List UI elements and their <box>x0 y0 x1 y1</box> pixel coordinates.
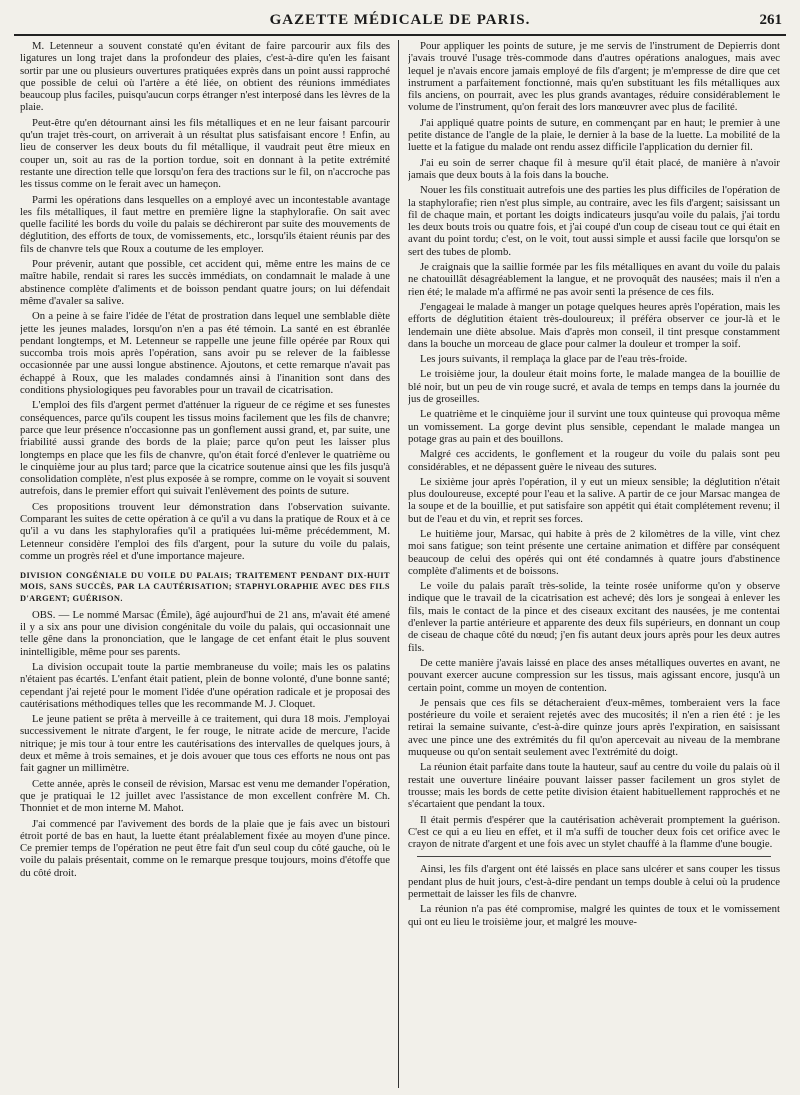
paragraph: J'ai appliqué quatre points de suture, en commençant par en haut; le premier à une petite distance de l'angle de la plaie, le dernier à la base de la luette. La mobilité de la luette et la fatigue du malade ont rendu assez difficile l'application du dernier fil. <box>408 116 780 154</box>
paragraph: Je pensais que ces fils se détacheraient d'eux-mêmes, tomberaient vers la face postérieure du voile et seraient rejetés avec des mucosités; il n'en a rien été : je les retirai la semaine suivante, c'est-à-dire quinze jours après l'expiration, en saisissant avec une pince une des extrémités du fil qu'on apercevait au niveau de la membrane muqueuse ou qu'on sentait seulement avec l'extrémité du doigt. <box>408 696 780 759</box>
paragraph: J'engageai le malade à manger un potage quelques heures après l'opération, mais les efforts de déglutition étaient très-douloureux; il préféra observer ce jour-là et le lendemain une diète absolue. Mais d'après mon conseil, il tint presque constamment dans la bouche un morceau de glace pour calmer la douleur et tromper la soif. <box>408 300 780 350</box>
paragraph: J'ai eu soin de serrer chaque fil à mesure qu'il était placé, de manière à n'avoir jamais que deux bouts à la fois dans la bouche. <box>408 156 780 181</box>
paragraph: Pour appliquer les points de suture, je me servis de l'instrument de Depierris dont j'avais trouvé l'usage très-commode dans d'autres opérations analogues, mais avec lequel je n'avais encore jamais employé de fils d'argent; je m'empresse de dire que cet instrument a parfaitement fonctionné, mais qu'en substituant les fils métalliques aux fils anciens, on pourrait, avec les plus grands avantages, réduire considérablement le volume de l'instrument, qu'on ferait des lors manœuvrer avec plus de facilité. <box>408 40 780 114</box>
paragraph: On a peine à se faire l'idée de l'état de prostration dans lequel une semblable diète jette les jeunes malades, lorsqu'on n'en a pas été témoin. La santé en est ébranlée pendant longtemps, et M. Letenneur se rappelle une jeune fille opérée par Roux qui succomba trois mois après l'opération, sans avoir pu se relever de la faiblesse occasionnée par une aussi longue abstinence. Ajoutons, et cette remarque n'avait pas échappé à Roux, que les malades condamnés ainsi à l'inanition sont dans des conditions physiologiques peu favorables pour un travail de cicatrisation. <box>20 310 390 397</box>
paragraph: Le quatrième et le cinquième jour il survint une toux quinteuse qui provoqua même un vomissement. La gorge devint plus sensible, cependant le malade mangea un potage gras au pain et des bouillons. <box>408 408 780 445</box>
journal-title: GAZETTE MÉDICALE DE PARIS. <box>269 12 531 28</box>
paragraph: La réunion n'a pas été compromise, malgré les quintes de toux et le vomissement qui ont eu lieu le troisième jour, et malgré les mouve- <box>408 903 780 928</box>
column-divider <box>398 40 399 1088</box>
paragraph: Ces propositions trouvent leur démonstration dans l'observation suivante. Comparant les suites de cette opération à ce qu'il a vu dans la pratique de Roux et à ce qu'il a vu dans les staphylorafies qu'il a pratiquées lui-même précédemment, M. Letenneur considère l'emploi des fils d'argent, pour la suture du voile du palais, comme un progrès réel et d'une importance majeure. <box>20 500 390 562</box>
paragraph: Le huitième jour, Marsac, qui habite à près de 2 kilomètres de la ville, vint chez moi sans fatigue; son teint présente une certaine animation et diffère par conséquent beaucoup de celui des opérés qui ont été condamnés à quatre jours d'abstinence complète d'aliments et de boissons. <box>408 527 780 577</box>
paragraph: J'ai commencé par l'avivement des bords de la plaie que je fais avec un bistouri étroit porté de bas en haut, la luette étant préalablement fixée au moyen d'une pince. Ce premier temps de l'opération ne peut être fait d'un seul coup du côté gauche, où le voile du palais présentait, comme on le remarque presque toujours, moins d'étoffe que du côté droit. <box>20 817 390 879</box>
paragraph: De cette manière j'avais laissé en place des anses métalliques ouvertes en avant, ne pouvant exercer aucune compression sur les tissus, mais agissant encore, jusqu'à un certain point, comme un moyen de contention. <box>408 656 780 694</box>
paragraph: M. Letenneur a souvent constaté qu'en évitant de faire parcourir aux fils des ligatures un long trajet dans la profondeur des plaies, c'est-à-dire qu'en les faisant sortir par une ou plusieurs ouvertures pratiquées exprès dans un point aussi rapproché que possible de celui où l'artère a été liée, on obtient des réunions immédiates beaucoup plus faciles, puisqu'aucun corps étranger n'est interposé dans les lèvres de la plaie. <box>20 40 390 114</box>
paragraph: Il était permis d'espérer que la cautérisation achèverait promptement la guérison. C'est ce qui a eu lieu en effet, et il m'a suffi de toucher deux fois cet orifice avec le crayon de nitrate d'argent et une fois avec un stylet chauffé à la flamme d'une bougie. <box>408 813 780 851</box>
paragraph: Je craignais que la saillie formée par les fils métalliques en avant du voile du palais ne chatouillât désagréablement la langue, et ne provoquât des nausées; mais il n'en a rien été; le malade m'a affirmé ne pas avoir senti la présence de ces fils. <box>408 261 780 298</box>
paragraph: Le jeune patient se prêta à merveille à ce traitement, qui dura 18 mois. J'employai successivement le nitrate d'argent, le fer rouge, le nitrate acide de mercure, l'acide nitrique; je mis tour à tour entre les cautérisations des intervalles de quelques jours, à deux et même à trois semaines, et je dois avouer que tous ces efforts ne nous ont pas fait gagner un millimètre. <box>20 713 390 775</box>
case-heading: DIVISION CONGÉNIALE DU VOILE DU PALAIS; TRAITEMENT PENDANT DIX-HUIT MOIS, SANS SUCCÈS, PAR LA CAUTÉRISATION; STAPHYLORAPHIE AVEC DES FILS D'ARGENT; GUÉRISON. <box>20 571 390 603</box>
left-column <box>20 40 390 1088</box>
paragraph: La division occupait toute la partie membraneuse du voile; mais les os palatins n'étaient pas écartés. L'enfant était patient, plein de bonne volonté, d'une bonne santé; cependant j'ai rejeté pour le moment l'idée d'une opération radicale et je proposai des cautérisations méthodiques telles que les recommande M. J. Cloquet. <box>20 660 390 710</box>
right-column <box>408 40 780 1088</box>
paragraph: Peut-être qu'en détournant ainsi les fils métalliques et en ne leur faisant parcourir qu'un trajet très-court, on arriverait à un résultat plus satisfaisant encore ! Enfin, au lieu de conserver les deux bouts du fil métallique, il vaudrait peut être mieux en couper un, soit au ras de la portion tordue, soit en donnant à la petite extrémité restante une direction telle que lorsqu'on fera des tractions sur le fil, on n'accroche pas les tissus comme on le ferait avec un hameçon. <box>20 116 390 191</box>
paragraph: Malgré ces accidents, le gonflement et la rougeur du voile du palais sont peu considérables, et ne dépassent guère le niveau des sutures. <box>408 448 780 473</box>
paragraph: Parmi les opérations dans lesquelles on a employé avec un incontestable avantage les fils métalliques, il faut mettre en première ligne la staphylorafie. On sait avec quelle facilité les bords du voile du palais se déchireront par suite des mouvements de déglutition, des efforts de toux, de vomissements, etc., lorsqu'ils étaient réunis par des fils de chanvre tels que Roux a coutume de les employer. <box>20 193 390 255</box>
paragraph: La réunion était parfaite dans toute la hauteur, sauf au centre du voile du palais où il restait une ouverture linéaire pouvant laisser passer facilement un gros stylet de trousse; mais les bords de cette petite division étaient habituellement rapprochés et ne s'écartaient que pendant la toux. <box>408 761 780 811</box>
section-rule <box>417 856 770 857</box>
paragraph: Les jours suivants, il remplaça la glace par de l'eau très-froide. <box>420 353 688 366</box>
paragraph: Le troisième jour, la douleur était moins forte, le malade mangea de la bouillie de blé noir, but un peu de vin rouge sucré, et avala de temps en temps dans la journée du jus de groseilles. <box>408 368 780 406</box>
paragraph: Nouer les fils constituait autrefois une des parties les plus difficiles de l'opération de la staphylorafie; rien n'est plus simple, au contraire, avec les fils d'argent; saisissant un fil de chaque main, et portant les doigts indicateurs jusqu'au voile du palais, j'ai tordu les deux bouts trois ou quatre fois, et j'ai coupé d'un coup de ciseau tout ce qui était en avant du point tordu; c'est, on le voit, tout aussi simple et aussi facile que lorsqu'on se sert des tubes de plomb. <box>408 184 780 258</box>
paragraph: OBS. — Le nommé Marsac (Émile), âgé aujourd'hui de 21 ans, m'avait été amené il y a six ans pour une division congénitale du voile du palais, qui occasionnait une telle gêne dans la prononciation, que le langage de cet enfant était le plus souvent inintelligible, même pour ses parents. <box>20 608 390 658</box>
paragraph: Le sixième jour après l'opération, il y eut un mieux sensible; la déglutition n'était plus douloureuse, excepté pour l'eau et la salive. A partir de ce jour Marsac mangea de la soupe et de la bouillie, et put satisfaire son appétit qui était complétement revenu; il but de l'eau et du vin, et reprit ses forces. <box>408 475 780 525</box>
paragraph: L'emploi des fils d'argent permet d'atténuer la rigueur de ce régime et ses funestes conséquences, parce qu'ils coupent les tissus moins facilement que les fils de chanvre; parce que leur présence n'occasionne pas un gonflement aussi grand, et, par suite, une friabilité aussi grande des bords de la plaie; parce qu'on peut les laisser plus longtemps en place que les fils de chanvre, qu'on était forcé d'enlever le quatrième ou le cinquième jour au plus tard; parce que la cicatrice soutenue ainsi que les fils jusqu'à consolidation complète, n'est plus exposée à se rompre, comme on le voyait si souvent autrefois, dans le premier effort qui suivait l'enlèvement des points de suture. <box>20 399 390 498</box>
paragraph: Ainsi, les fils d'argent ont été laissés en place sans ulcérer et sans couper les tissus pendant plus de huit jours, c'est-à-dire pendant un temps double à celui où la prudence permettait de laisser les fils de chanvre. <box>408 863 780 900</box>
paragraph: Le voile du palais paraît très-solide, la teinte rosée uniforme qu'on y observe indique que le travail de la cicatrisation est achevé; dès lors je songeai à enlever les fils, mais le contact de la pince et des ciseaux excitant des nausées, je me contentai d'enlever la partie antérieure et apparente des deux fils supérieurs, en donnant un coup de ciseau de chaque côté du nœud; j'en fis autant deux jours après pour les deux autres fils. <box>408 580 780 654</box>
page-header <box>14 12 786 36</box>
paragraph: Cette année, après le conseil de révision, Marsac est venu me demander l'opération, que je pratiquai le 12 juillet avec l'assistance de mon excellent confrère M. Ch. Thonniet et de mon interne M. Mahot. <box>20 777 390 815</box>
paragraph: Pour prévenir, autant que possible, cet accident qui, même entre les mains de ce maître habile, rendait si rares les succès immédiats, on condamnait le malade à une abstinence complète d'aliments et de boisson pendant quatre jours; on lui défendait même d'avaler sa salive. <box>20 258 390 307</box>
page-number: 261 <box>759 12 782 28</box>
